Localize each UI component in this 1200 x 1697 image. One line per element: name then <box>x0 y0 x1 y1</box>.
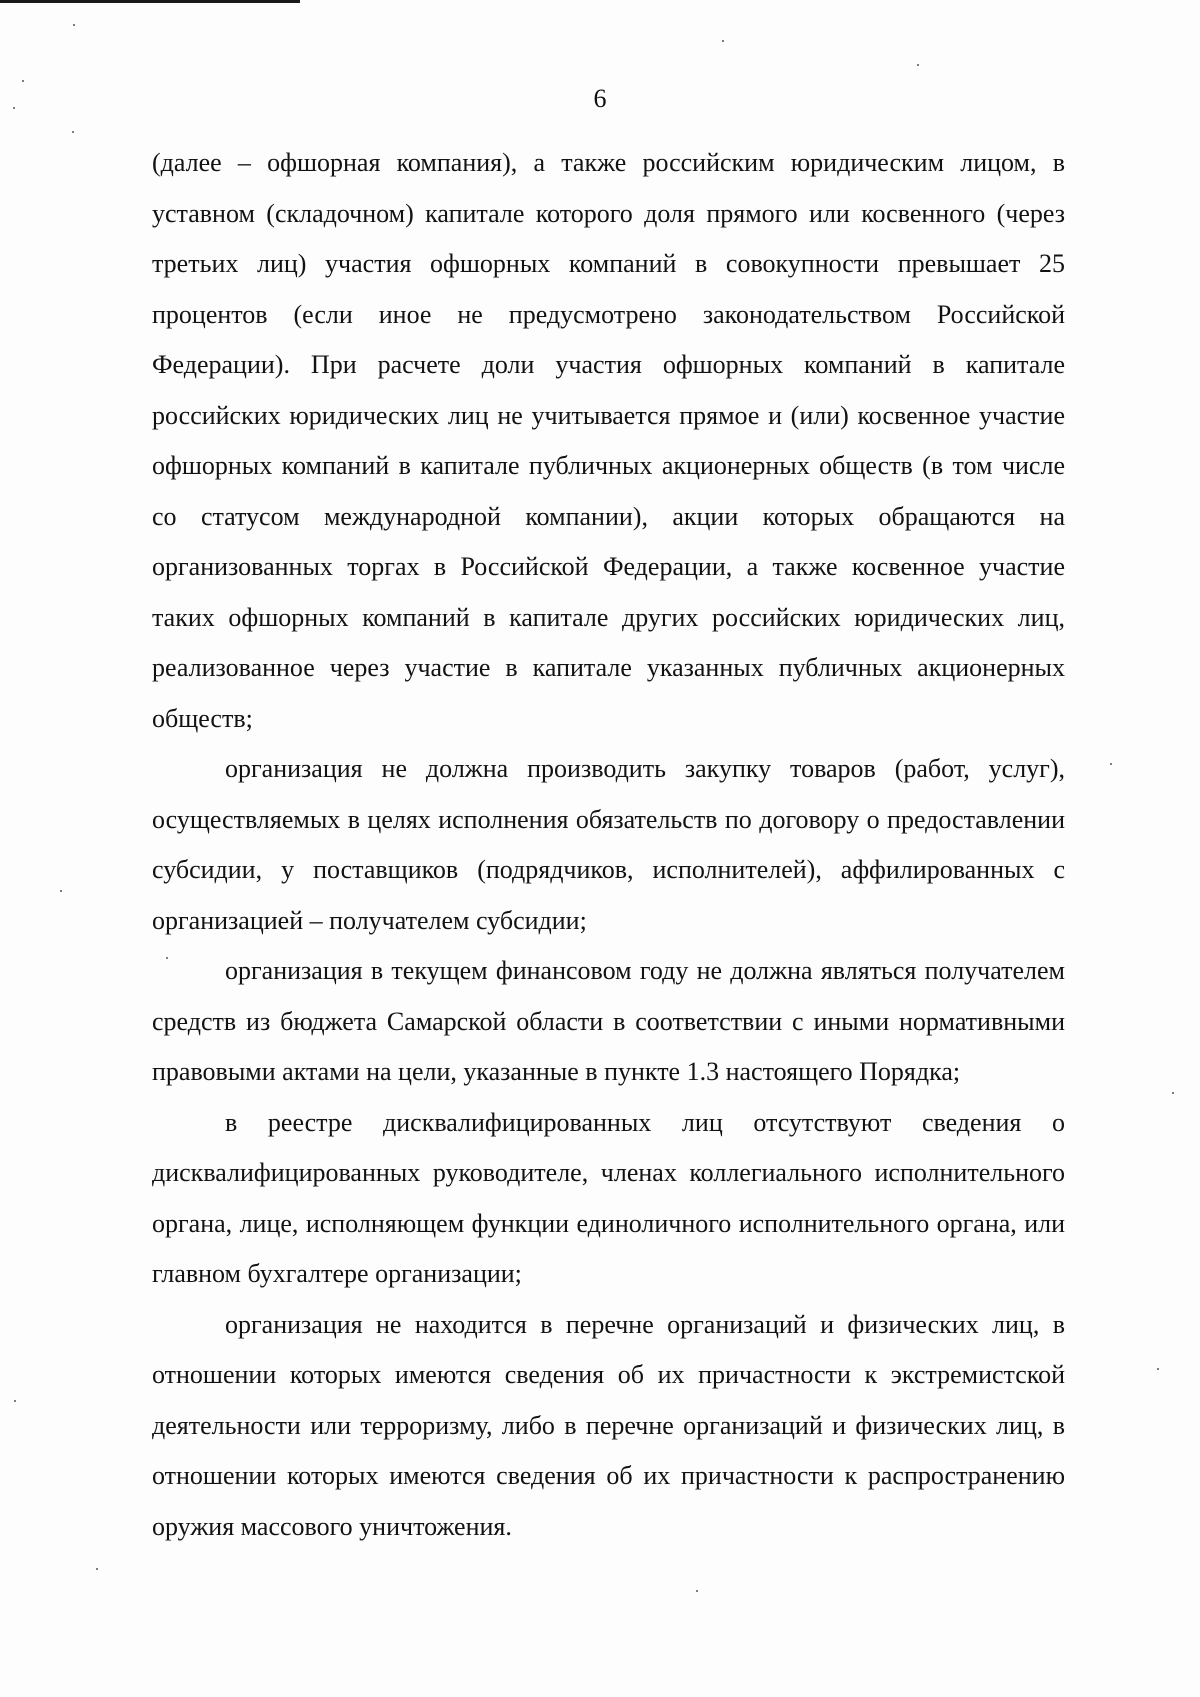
paragraph-budget-funds: организация в текущем финансовом году не должна являться получателем средств из бюджета Самарской области в соответствии с иными нормативными правовыми актами на цели, указанные в пункте 1.3 настоящего Порядка; <box>152 956 1065 1086</box>
scan-speck <box>1172 1092 1174 1094</box>
scan-speck <box>1110 763 1112 765</box>
scan-speck <box>22 80 24 82</box>
scan-speck <box>13 107 15 109</box>
scan-speck <box>722 40 724 42</box>
scan-speck <box>73 24 75 26</box>
paragraph-procurement: организация не должна производить закупку товаров (работ, услуг), осуществляемых в целях исполнения обязательств по договору о предоставлении субсидии, у поставщиков (подрядчиков, исполнителей), аффилированных с организацией – получателем субсидии; <box>152 754 1065 935</box>
scan-speck <box>696 1590 698 1592</box>
scan-speck <box>72 131 74 133</box>
scan-edge-line <box>0 0 300 3</box>
scan-speck <box>917 64 919 66</box>
paragraph-extremism-list: организация не находится в перечне организаций и физических лиц, в отношении которых имеются сведения об их причастности к экстремистской деятельности или терроризму, либо в перечне организаций и физических лиц, в отношении которых имеются сведения об их причастности к распространению оружия массового уничтожения. <box>152 1309 1065 1541</box>
page-number: 6 <box>593 84 607 113</box>
paragraph-offshore-definition: (далее – офшорная компания), а также российским юридическим лицом, в уставном (складочном) капитале которого доля прямого или косвенного (через третьих лиц) участия офшорных компаний в совокупности превышает 25 процентов (если иное не предусмотрено законодательством Российской Федерации). При расчете доли участия офшорных компаний в капитале российских юридических лиц не учитывается прямое и (или) косвенное участие офшорных компаний в капитале публичных акционерных обществ (в том числе со статусом международной компании), акции которых обращаются на организованных торгах в Российской Федерации, а также косвенное участие таких офшорных компаний в капитале других российских юридических лиц, реализованное через участие в капитале указанных публичных акционерных обществ; <box>152 148 1065 733</box>
scan-speck <box>96 1568 98 1570</box>
scan-speck <box>166 957 168 959</box>
document-body <box>152 138 1065 1552</box>
scan-speck <box>1157 1368 1159 1370</box>
scan-speck <box>60 890 62 892</box>
paragraph-disqualified-registry: в реестре дисквалифицированных лиц отсутствуют сведения о дисквалифицированных руководителе, членах коллегиального исполнительного органа, лице, исполняющем функции единоличного исполнительного органа, или главном бухгалтере организации; <box>152 1107 1065 1288</box>
scan-speck <box>14 1400 16 1402</box>
